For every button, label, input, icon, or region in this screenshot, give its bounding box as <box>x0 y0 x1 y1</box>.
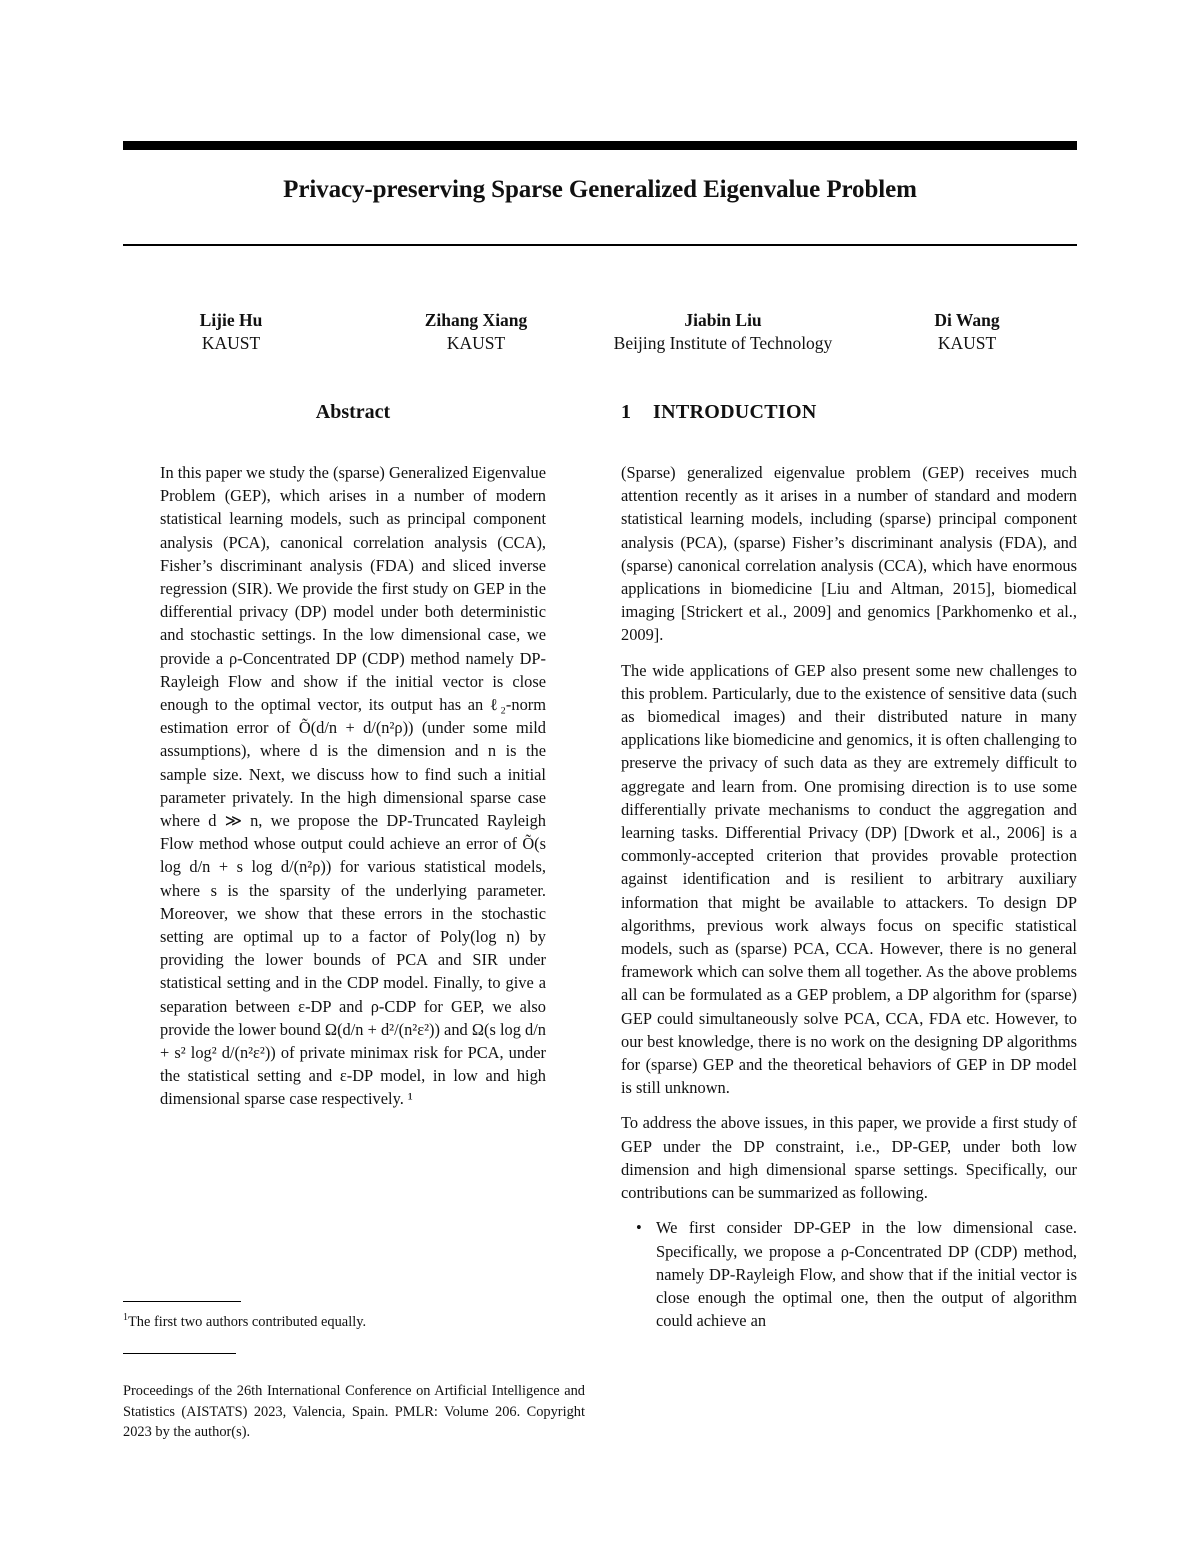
footnote-rule <box>123 1301 241 1302</box>
list-item <box>621 1216 1077 1332</box>
author-name: Di Wang <box>934 310 1000 330</box>
right-column <box>621 398 1077 1332</box>
author-4 <box>887 309 1047 355</box>
section-number: 1 <box>621 401 632 423</box>
title-bottom-rule <box>123 244 1077 246</box>
author-affiliation: KAUST <box>446 333 506 353</box>
author-affiliation: KAUST <box>937 333 997 353</box>
left-column <box>160 398 546 1111</box>
abstract-text: In this paper we study the (sparse) Generalized Eigenvalue Problem (GEP), which arises in a number of modern statistical learning models, such as principal component analysis (PCA), canonical correlation analysis (CCA), Fisher’s discriminant analysis (FDA) and sliced inverse regression (SIR). We provide the first study on GEP in the differential privacy (DP) model under both deterministic and stochastic settings. In the low dimensional case, we provide a ρ-Concentrated DP (CDP) method namely DP-Rayleigh Flow and show if the initial vector is close enough to the optimal vector, its output has an ℓ₂-norm estimation error of Õ(d/n + d/(n²ρ)) (under some mild assumptions), where d is the dimension and n is the sample size. Next, we discuss how to find such a initial parameter privately. In the high dimensional sparse case where d ≫ n, we propose the DP-Truncated Rayleigh Flow method whose output could achieve an error of Õ(s log d/n + s log d/(n²ρ)) for various statistical models, where s is the sparsity of the underlying parameter. Moreover, we show that these errors in the stochastic setting are optimal up to a factor of Poly(log n) by providing the lower bounds of PCA and SIR under statistical setting and in the CDP model. Finally, to give a separation between ε-DP and ρ-CDP for GEP, we also provide the lower bound Ω(d/n + d²/(n²ε²)) and Ω(s log d/n + s² log² d/(n²ε²)) of private minimax risk for PCA, under the statistical setting and ε-DP model, in low and high dimensional sparse case respectively. ¹ <box>160 463 546 1109</box>
intro-paragraph-2: The wide applications of GEP also present some new challenges to this problem. Particularly, due to the existence of sensitive data (such as biomedical images) and their distributed nature in many applications like biomedicine and genomics, it is often challenging to preserve the privacy of such data as they are extremely difficult to aggregate and learn from. One promising direction is to use some differentially private mechanisms to conduct the aggregation and learning tasks. Differential Privacy (DP) [Dwork et al., 2006] is a commonly-accepted criterion that provides provable protection against identification and is resilient to arbitrary auxiliary information that might be available to attackers. To design DP algorithms, previous work always focus on specific statistical models, such as (sparse) PCA, CCA. However, there is no general framework which can solve them all together. As the above problems all can be formulated as a GEP problem, a DP algorithm for (sparse) GEP could simultaneously solve PCA, CCA, FDA etc. However, to our best knowledge, there is no work on the designing DP algorithms for (sparse) GEP and the theoretical behaviors of GEP in DP model is still unknown. <box>621 660 1077 1098</box>
contribution-text: We first consider DP-GEP in the low dimensional case. Specifically, we propose a ρ-Concentrated DP (CDP) method, namely DP-Rayleigh Flow, and show that if the initial vector is close enough the optimal one, then the output of algorithm could achieve an <box>656 1218 1077 1331</box>
bullet-icon: • <box>636 1218 642 1238</box>
title-top-rule <box>123 141 1077 150</box>
contributions-list <box>621 1216 1077 1332</box>
footnote-mark: 1 <box>123 1312 128 1323</box>
intro-paragraph-3: To address the above issues, in this paper, we provide a first study of GEP under the DP constraint, i.e., DP-GEP, under both low dimension and high dimensional sparse settings. Specifically, our contributions can be summarized as following. <box>621 1113 1077 1203</box>
intro-paragraph-1: (Sparse) generalized eigenvalue problem (GEP) receives much attention recently as it arises in a number of standard and modern statistical learning models, including (sparse) principal component analysis (PCA), (sparse) Fisher’s discriminant analysis (FDA), and (sparse) canonical correlation analysis (CCA), which have enormous applications in biomedicine [Liu and Altman, 2015], biomedical imaging [Strickert et al., 2009] and genomics [Parkhomenko et al., 2009]. <box>621 463 1077 645</box>
author-name: Jiabin Liu <box>684 310 762 330</box>
author-affiliation: KAUST <box>201 333 261 353</box>
author-1 <box>151 309 311 355</box>
section-title: INTRODUCTION <box>653 401 817 423</box>
paper-title: Privacy-preserving Sparse Generalized Eigenvalue Problem <box>283 176 917 203</box>
proceedings-rule <box>123 1353 236 1354</box>
proceedings-note: Proceedings of the 26th International Conference on Artificial Intelligence and Statistics (AISTATS) 2023, Valencia, Spain. PMLR: Volume 206. Copyright 2023 by the author(s). <box>123 1383 585 1440</box>
author-affiliation: Beijing Institute of Technology <box>613 333 833 353</box>
footnote <box>123 1308 553 1332</box>
author-3 <box>593 309 853 355</box>
author-name: Zihang Xiang <box>424 310 528 330</box>
footnote-text: The first two authors contributed equally. <box>128 1313 367 1330</box>
author-name: Lijie Hu <box>199 310 263 330</box>
section-heading <box>621 398 1077 426</box>
abstract-heading: Abstract <box>315 401 391 423</box>
author-2 <box>396 309 556 355</box>
